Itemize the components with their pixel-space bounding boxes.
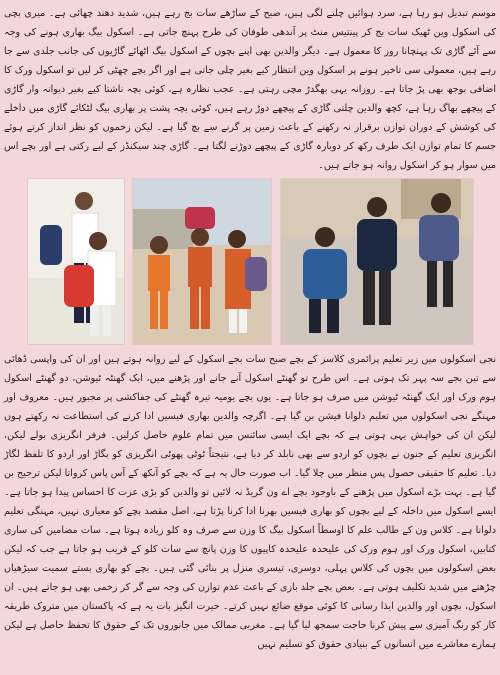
photo-children-with-bags-2 <box>132 178 272 345</box>
photo-children-with-bags-1 <box>27 178 125 345</box>
article-paragraph-2: نجی اسکولوں میں زیر تعلیم پرائمری کلاسز کے بچے صبح سات بجے اسکول کے لیے روانہ ہوتے ہیں اور ان کی واپسی ڈھائی سے تین بجے سہ پہر تک ہوتی ہے۔ اس طرح تو گھنٹے اسکول آنے جانے اور پڑھنے میں، ایک گھنٹہ ٹیوشن، دو گھنٹے اسکول ہوم ورک اور ایک گھنٹہ ٹیوشن میں صرف ہو جاتا ہے۔ یوں بچے یومیہ تیرہ گھنٹے کی جفاکشی پر مجبور ہیں۔ معروف اور مہنگے نجی اسکولوں میں تعلیم دلوانا فیشن بن گیا ہے۔ اگرچہ والدین بھاری فیسیں ادا کرنے کی استطاعت نہ رکھتے ہوں لیکن ان کی خواہش یہی ہوتی ہے کہ بچے ایک ایسی سائنس میں تمام علوم حاصل کرلیں۔ فرفر انگریزی بولے لیکن، انگریزی تعلیم کے جنون نے بچوں کو اردو سے بھی نابلد کر دیا ہے، نتیجتاً ٹوٹی پھوٹی انگریزی کو بگاڑ اور اردو کا تلفظ لگاڑ دیا۔ تعلیم کا حقیقی حصول پس منظر میں چلا گیا۔ اب صورت حال یہ ہے کہ بچے کو آنکھ کے آس پاس کرواتا لیکن ترجیح بن گیا ہے۔ بہت بڑے اسکول میں پڑھنے کے باوجود بچے اے ون گریڈ نہ لائیں تو والدین کو بڑی عزت کا احساس پیدا ہو جاتا ہے۔ ایسے اسکول میں داخلہ کے لیے بچوں کو بھاری فیسیں بھرنا ادا کرنا پڑتا ہے، اصل مقصد بچے کو معیاری نہیں، مہنگی تعلیم دلوانا ہے۔ کلاس ون کے طالب علم کا اوسطاً اسکول بیگ کا وزن سے صرف وہ کلو زیادہ ہوتا ہے۔ سات مضامین کی ساری کتابیں، اسکول ورک اور ہوم ورک کی علیحدہ علیحدہ کاپیوں کا وزن پانچ سے سات کلو کے قریب ہو جاتا ہے جب کہ لیکن بعض اسکولوں میں بچوں کی کلاس پہلی، دوسری، تیسری منزل پر بنائی گئی ہیں۔ بچے کو بھاری بستے سمیت سیڑھیاں چڑھنے میں شدید تکلیف ہوتی ہے۔ بعض بچے جلد بازی کے باعث عدم توازن کی وجہ سے گر کر زخمی بھی ہو جاتے ہیں۔ ان اسکول، بچوں اور والدین ایذا رسانی کا کوئی موقع ضائع نہیں کرتے۔ حیرت انگیز بات یہ ہے کہ پاکستان میں متروک طریقہ کار کو رنگ آمیزی سے پیش کرنا حاجت سمجھ لیا گیا ہے۔ مغربی ممالک میں جانوروں تک کے حقوق کا تحفظ حاصل ہے لیکن ہمارے معاشرے میں انسانوں کے بنیادی حقوق کو تسلیم نہیں <box>4 354 496 650</box>
article-paragraph-1: موسم تبدیل ہو رہا ہے، سرد ہوائیں چلنے لگی ہیں، صبح کے ساڑھے سات بج رہے ہیں، شدید دھند چھائی ہے۔ میری بچی کی اسکول وین ٹھیک سات بج کر پینتیس منٹ پر آندھی طوفان کی طرح پہنچ جاتی ہے۔ اسکول بیگ بھاری ہونے کی وجہ سے آئے گاڑی تک پہنچانا روز کا معمول ہے۔ دیگر والدین بھی اپنے بچوں کے اسکول بیگ اٹھائے گاڑیوں کی جانب جلدی سے جا رہے ہیں، معمولی سی تاخیر ہونے پر اسکول وین انتظار کیے بغیر چلی جاتی ہے اور اگر بچے چھٹی کر لیں تو اسکول ورک کا اضافی بوجھ بھی پڑ جاتا ہے۔ روزانہ یہی بھگدڑ مچی رہتی ہے۔ عجب نظارہ ہے، کوئی بچہ ناشتا کیے بغیر دیوانہ وار گاڑی کے پیچھے بھاگ رہا ہے، کچھ والدین چلتی گاڑی کے پیچھے دوڑ رہے ہیں، کوئی بچہ پشت پر بھاری بیگ لٹکائے گاڑی میں داخلے کی کوشش کے دوران توازن برقرار نہ رکھنے کے باعث زمین پر گرنے سے بچ گیا ہے۔ لیکن زخموں کو نظر انداز کرتے ہوئے جسم کا تمام توازن ایک طرف رکھ کر دوبارہ گاڑی کے پیچھے دوڑنے لگتا ہے۔ گاڑی چند سیکنڈز کے لیے رکتی ہے اور بچے اس میں سوار ہو کر اسکول روانہ ہو جاتے ہیں۔ <box>4 8 496 171</box>
photo-children-with-bags-3 <box>280 178 474 345</box>
